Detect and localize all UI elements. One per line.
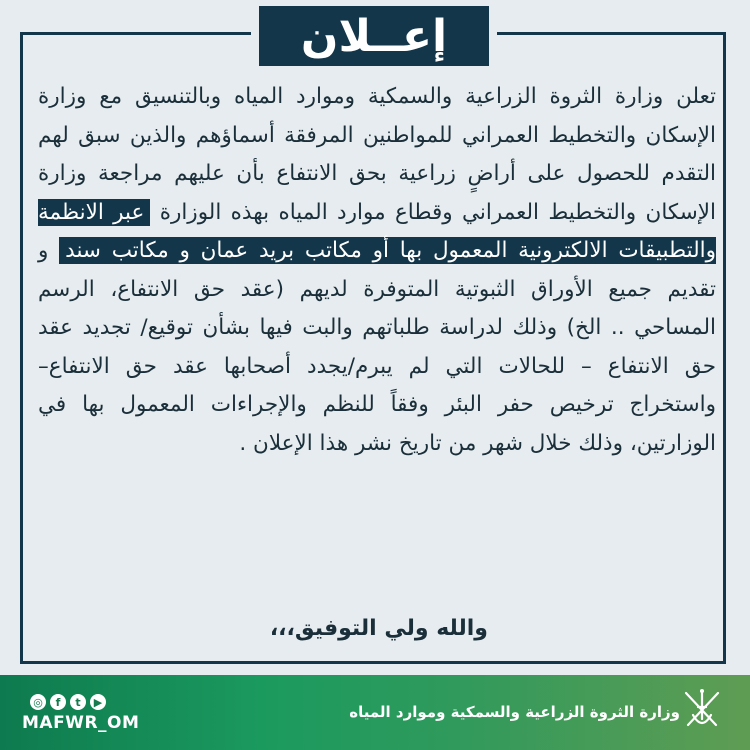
social-icons [30, 694, 106, 710]
ministry-name: وزارة الثروة الزراعية والسمكية وموارد المياه [349, 703, 680, 721]
announcement-title: إعــلان [259, 6, 489, 66]
body-text-part-1: تعلن وزارة الثروة الزراعية والسمكية وموارد المياه وبالتنسيق مع وزارة الإسكان والتخطيط العمراني للمواطنين المرفقة أسماؤهم والذين سبق لهم التقدم للحصول على أراضٍ زراعية بحق الانتفاع بأن عليهم مراجعة وزارة الإسكان والتخطيط العمراني وقطاع موارد المياه بهذه الوزارة [38, 84, 716, 225]
body-text-part-2: و تقديم جميع الأوراق الثبوتية المتوفرة لديهم (عقد حق الانتفاع، الرسم المساحي .. الخ) وذلك لدراسة طلباتهم والبت فيها بشأن توقيع/ تجديد عقد حق الانتفاع – للحالات التي لم يبرم/يجدد أصحابها عقد حق الانتفاع– واستخراج ترخيص حفر البئر وفقاً للنظم والإجراءات المعمول بها في الوزارتين، وذلك خلال شهر من تاريخ نشر هذا الإعلان . [38, 238, 716, 456]
youtube-icon[interactable]: ▶ [90, 694, 106, 710]
title-wrapper [251, 6, 497, 66]
facebook-icon[interactable]: f [50, 694, 66, 710]
social-handle[interactable]: MAFWR_OM [22, 713, 140, 733]
announcement-body [38, 78, 716, 463]
twitter-icon[interactable]: t [70, 694, 86, 710]
instagram-icon[interactable]: ◎ [30, 694, 46, 710]
closing-text: والله ولي التوفيق،،، [269, 616, 488, 641]
highlighted-text: عبر الانظمة والتطبيقات الالكترونية المعمول بها أو مكاتب بريد عمان و مكاتب سند [38, 199, 716, 263]
ministry-emblem-icon [676, 685, 728, 737]
